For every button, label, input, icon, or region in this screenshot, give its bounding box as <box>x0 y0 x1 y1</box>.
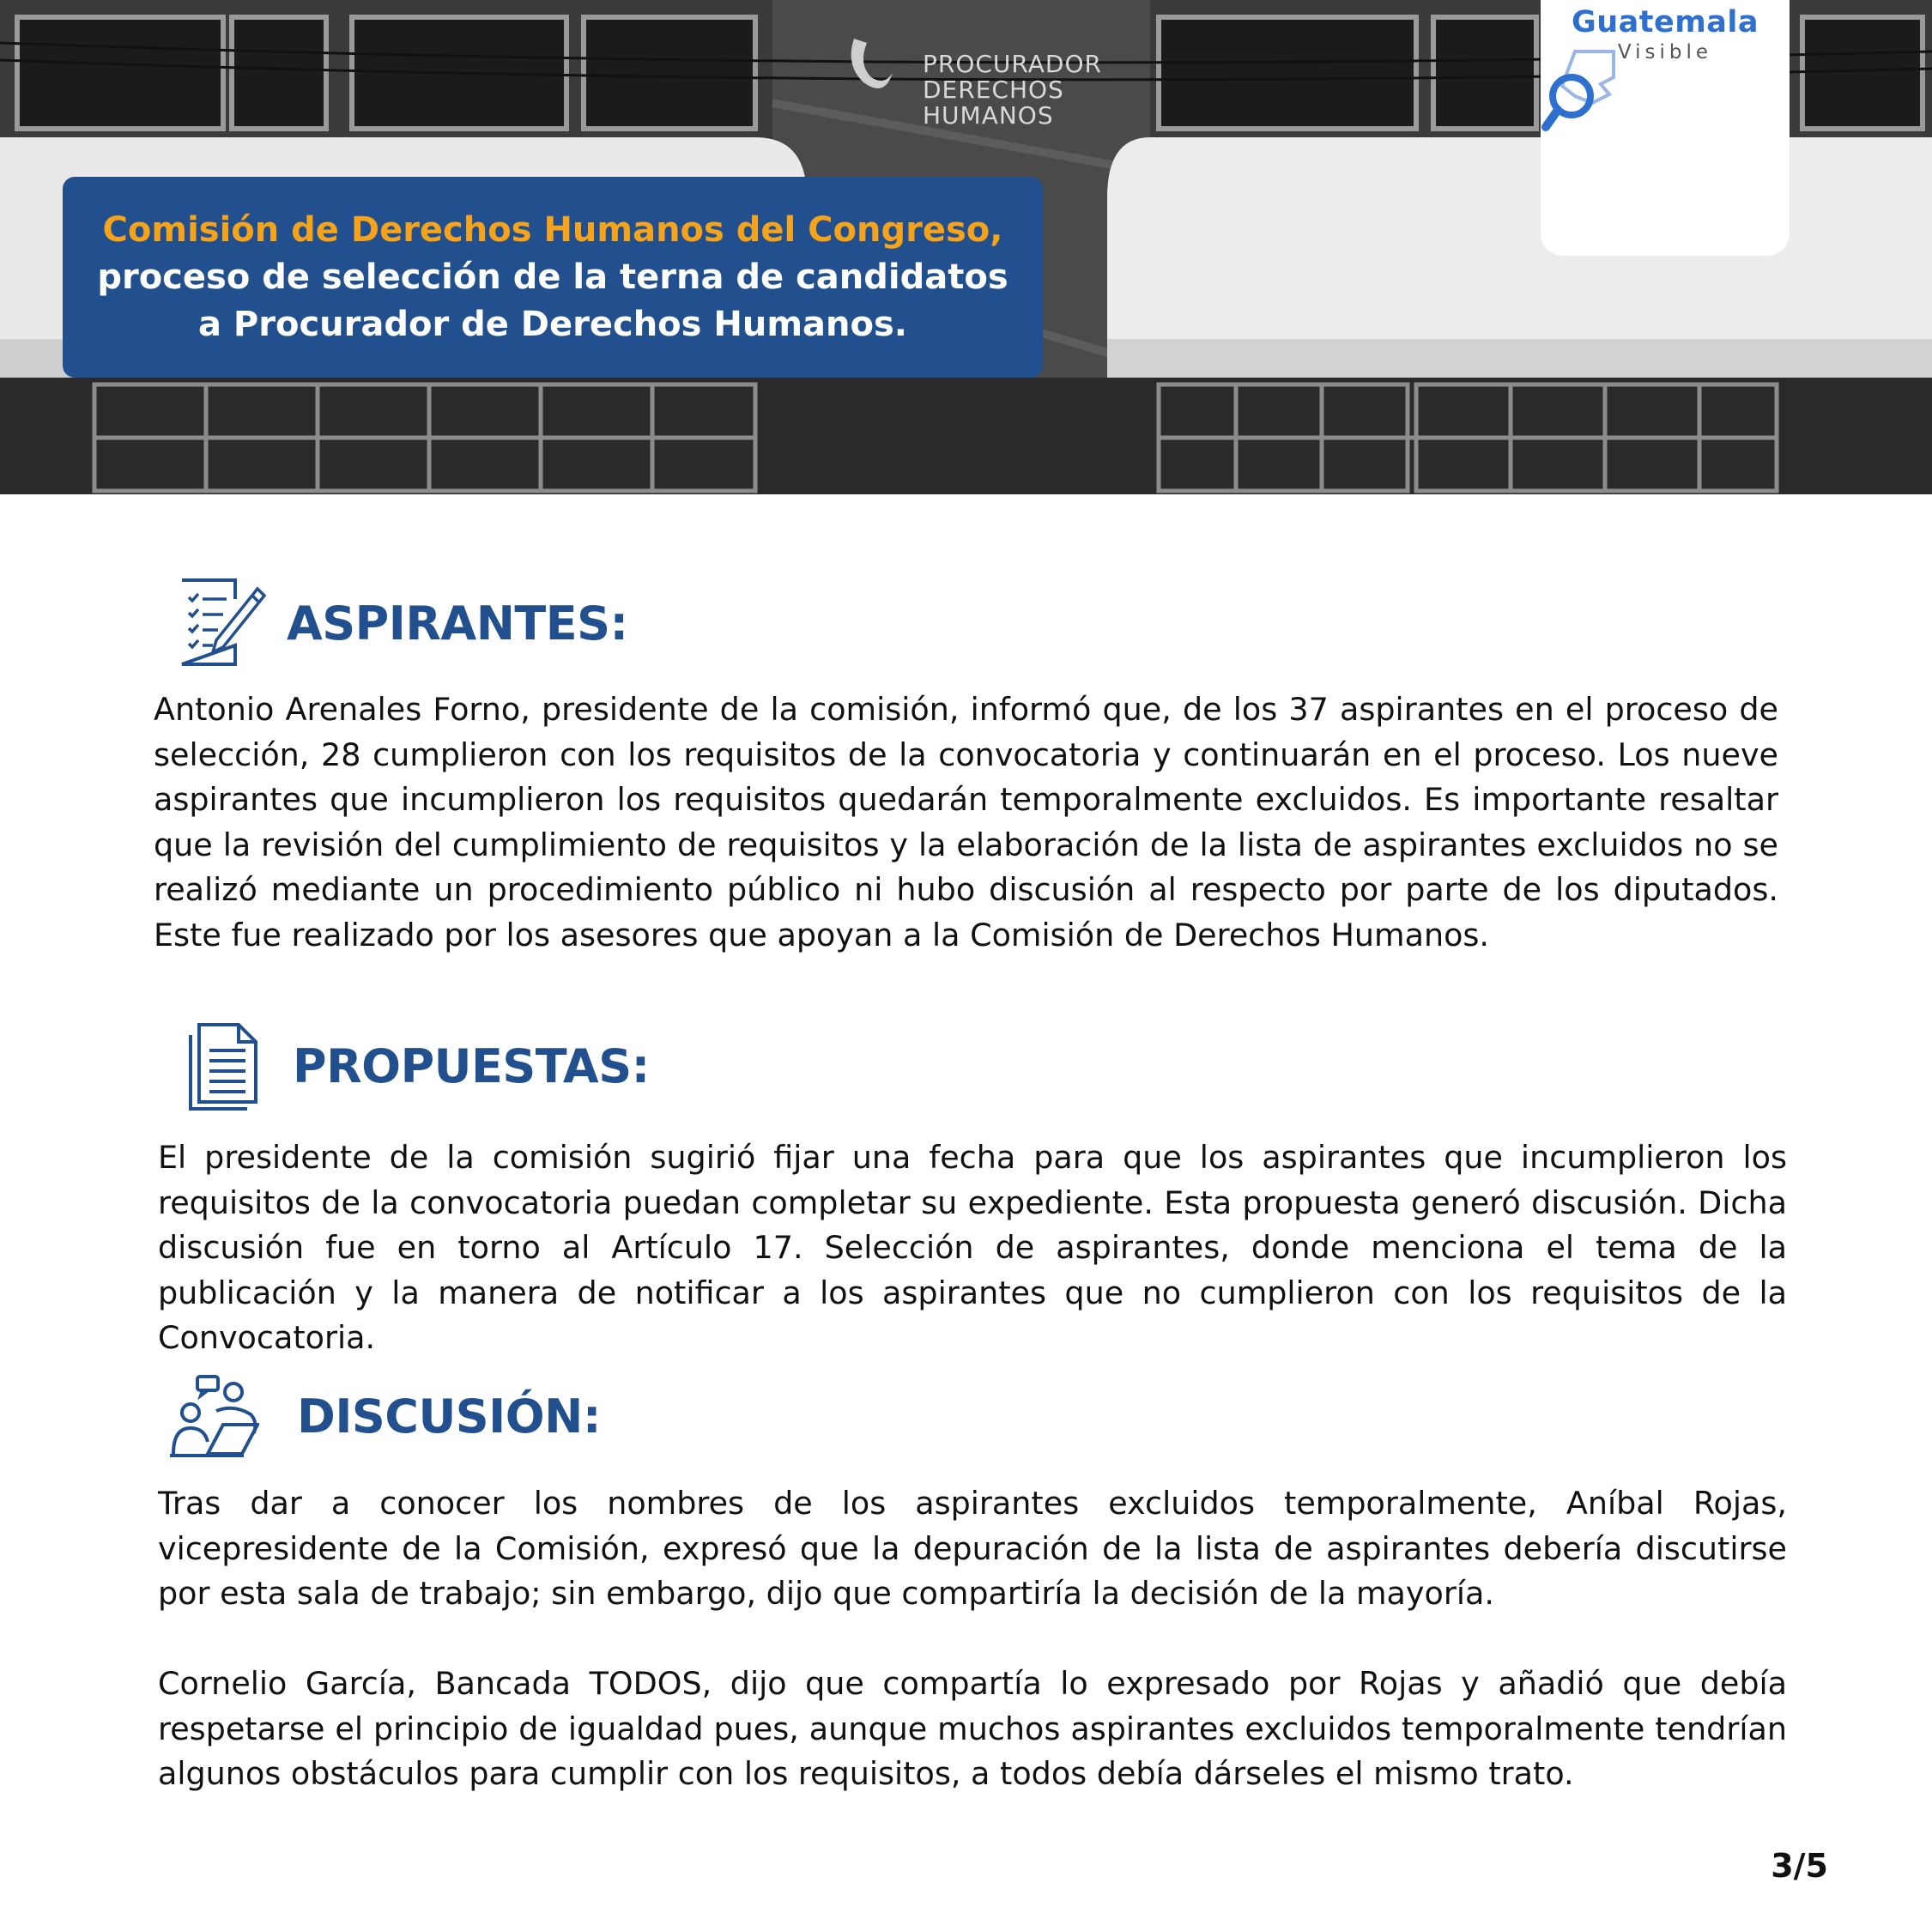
logo-sub: Visible <box>1617 41 1713 64</box>
guatemala-map-icon <box>1541 43 1626 137</box>
paragraph-aspirantes: Antonio Arenales Forno, presidente de la comisión, informó que, de los 37 aspirantes en el proceso de selección, 28 cumplieron con los requisitos de la convocatoria y continuarán en el proceso. Los nueve aspirantes que incumplieron los requisitos quedarán temporalmente excluidos. Es importante resaltar que la revisión del cumplimiento de requisitos y la elaboración de la lista de aspirantes excluidos no se realizó mediante un procedimiento público ni hubo discusión al respecto por parte de los diputados. Este fue realizado por los asesores que apoyan a la Comisión de Derechos Humanos. <box>154 691 1778 953</box>
section-title-discusion: DISCUSIÓN: <box>297 1389 601 1444</box>
building-sign: PROCURADOR DERECHOS HUMANOS <box>923 50 1102 130</box>
section-title-propuestas: PROPUESTAS: <box>293 1038 650 1093</box>
section-discusion-header <box>168 1373 601 1459</box>
paragraph-discusion-2: Cornelio García, Bancada TODOS, dijo que compartía lo expresado por Rojas y añadió que debía respetarse el principio de igualdad pues, aunque muchos aspirantes excluidos temporalmente tendrían algunos obstáculos para cumplir con los requisitos, a todos debía dárseles el mismo trato. <box>158 1665 1787 1792</box>
section-aspirantes-header <box>179 577 628 669</box>
section-title-aspirantes: ASPIRANTES: <box>287 596 628 651</box>
documents-icon <box>187 1021 261 1111</box>
header-photo <box>0 0 1932 494</box>
discussion-people-icon <box>168 1373 259 1459</box>
section-propuestas-header <box>187 1021 650 1111</box>
title-line-1: Comisión de Derechos Humanos del Congreso, <box>102 209 1003 250</box>
guatemala-visible-logo <box>1541 0 1790 256</box>
page-title <box>63 177 1043 378</box>
paragraph-discusion-1: Tras dar a conocer los nombres de los aspirantes excluidos temporalmente, Aníbal Rojas, vicepresidente de la Comisión, expresó que la depuración de la lista de aspirantes debería discutirse por esta sala de trabajo; sin embargo, dijo que compartiría la decisión de la mayoría. <box>158 1485 1787 1612</box>
title-line-2: proceso de selección de la terna de candidatos <box>97 257 1008 297</box>
paragraph-propuestas: El presidente de la comisión sugirió fijar una fecha para que los aspirantes que incumplieron los requisitos de la convocatoria puedan completar su expediente. Esta propuesta generó discusión. Dicha discusión fue en torno al Artículo 17. Selección de aspirantes, donde menciona el tema de la publicación y la manera de notificar a los aspirantes que no cumplieron con los requisitos de la Convocatoria. <box>158 1139 1787 1356</box>
checklist-pencil-icon <box>179 577 268 669</box>
title-line-3: a Procurador de Derechos Humanos. <box>198 304 907 344</box>
logo-name: Guatemala <box>1572 5 1759 39</box>
page-number: 3/5 <box>1771 1847 1828 1885</box>
